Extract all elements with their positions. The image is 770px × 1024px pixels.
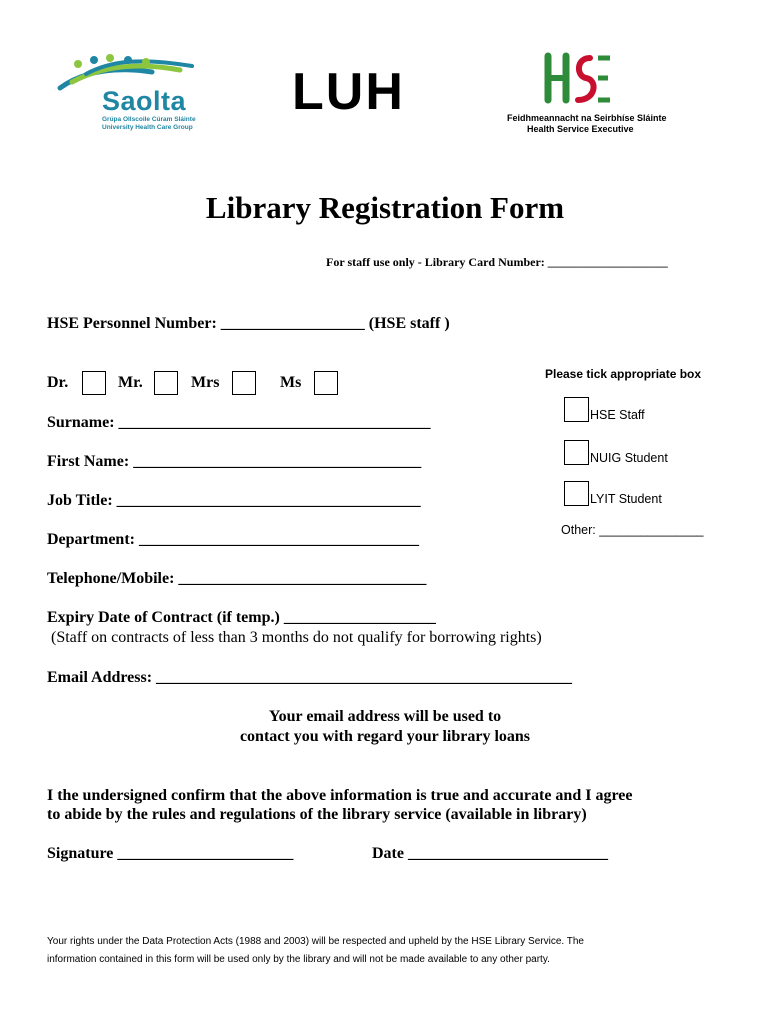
signature-field[interactable]: Signature ______________________ — [47, 845, 294, 862]
telephone-field[interactable]: Telephone/Mobile: _______________________________ — [47, 570, 427, 587]
title-dr-label: Dr. — [47, 374, 69, 391]
expiry-date-field[interactable]: Expiry Date of Contract (if temp.) ___________________ — [47, 609, 436, 626]
saolta-subtitle-english: University Health Care Group — [102, 124, 193, 131]
title-mr-checkbox[interactable] — [154, 371, 178, 395]
hse-logo-icon — [540, 50, 612, 110]
hse-staff-label: HSE Staff — [590, 408, 645, 422]
privacy-notice-line1: Your rights under the Data Protection Acts (1988 and 2003) will be respected and upheld by the HSE Library Service. The — [47, 936, 584, 947]
nuig-student-checkbox[interactable] — [564, 440, 589, 465]
other-field[interactable]: Other: _______________ — [561, 523, 704, 537]
surname-field[interactable]: Surname: _______________________________________ — [47, 414, 431, 431]
first-name-field[interactable]: First Name: ____________________________________ — [47, 453, 422, 470]
hse-staff-checkbox[interactable] — [564, 397, 589, 422]
title-ms-checkbox[interactable] — [314, 371, 338, 395]
page-title: Library Registration Form — [205, 190, 565, 225]
title-mr-label: Mr. — [118, 374, 143, 391]
title-mrs-label: Mrs — [191, 374, 220, 391]
confirmation-line1: I the undersigned confirm that the above information is true and accurate and I agree — [47, 787, 633, 804]
luh-logo: LUH — [292, 63, 405, 121]
staff-use-card-number: For staff use only - Library Card Number: ____________________ — [326, 255, 668, 269]
lyit-student-checkbox[interactable] — [564, 481, 589, 506]
department-field[interactable]: Department: ___________________________________ — [47, 531, 419, 548]
hse-irish-name: Feidhmeannacht na Seirbhíse Sláinte — [507, 113, 667, 123]
nuig-student-label: NUIG Student — [590, 451, 668, 465]
title-dr-checkbox[interactable] — [82, 371, 106, 395]
email-note-line2: contact you with regard your library loans — [239, 728, 531, 745]
tick-heading: Please tick appropriate box — [545, 367, 702, 381]
email-field[interactable]: Email Address: ____________________________________________________ — [47, 669, 573, 686]
hse-personnel-number-field[interactable]: HSE Personnel Number: __________________ (HSE staff ) — [47, 315, 450, 332]
confirmation-line2: to abide by the rules and regulations of the library service (available in library) — [47, 806, 587, 823]
email-note-line1: Your email address will be used to — [268, 708, 502, 725]
title-mrs-checkbox[interactable] — [232, 371, 256, 395]
expiry-note: (Staff on contracts of less than 3 months do not qualify for borrowing rights) — [51, 629, 542, 646]
job-title-field[interactable]: Job Title: ______________________________________ — [47, 492, 421, 509]
title-ms-label: Ms — [280, 374, 302, 391]
saolta-subtitle-irish: Grúpa Ollscoile Cúram Sláinte — [102, 116, 196, 123]
privacy-notice-line2: information contained in this form will be used only by the library and will not be made available to any other party. — [47, 954, 550, 965]
date-field[interactable]: Date _________________________ — [372, 845, 608, 862]
hse-english-name: Health Service Executive — [527, 124, 634, 134]
lyit-student-label: LYIT Student — [590, 492, 662, 506]
saolta-wordmark: Saolta — [102, 86, 187, 116]
saolta-logo — [52, 52, 222, 136]
